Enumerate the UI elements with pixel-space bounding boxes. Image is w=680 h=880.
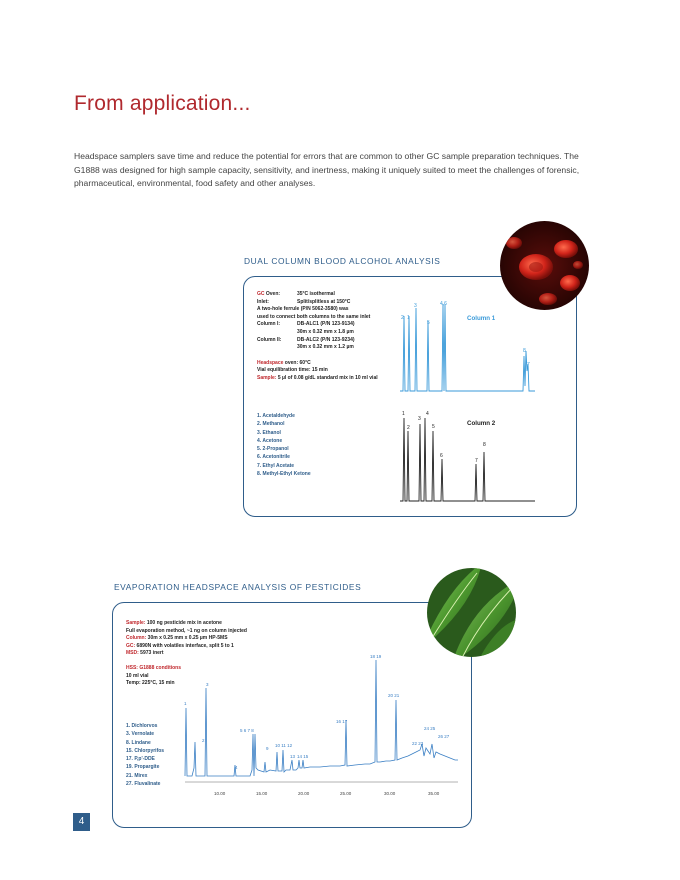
pesticide-chromatogram (180, 650, 465, 802)
peak-label: 5 6 7 8 (240, 728, 254, 733)
list-item: 19. Propargite (126, 764, 160, 771)
peak-label: 22 23 (412, 741, 424, 746)
list-item: 1. Dichlorvos (126, 723, 158, 729)
peak-label: 10 11 12 (275, 743, 293, 748)
list-item: 7. Ethyl Acetate (257, 462, 295, 469)
column1-label: Column I: (257, 321, 281, 328)
compound-list-2 (126, 722, 164, 788)
list-item: 4. Acetone (257, 437, 283, 444)
column2-title: Column 2 (467, 420, 496, 427)
list-item: 3. Vernolate (126, 731, 155, 738)
peak-label: 4 (235, 765, 238, 770)
msd-label: MSD: (126, 650, 139, 657)
section2-title: EVAPORATION HEADSPACE ANALYSIS OF PESTICIDES (114, 582, 362, 592)
peak-label: 7 (527, 362, 530, 368)
peak-label: 14 15 (297, 754, 309, 759)
x-tick-label: 30.00 (384, 791, 396, 796)
vial-note: Vial equilibration time: 15 min (257, 367, 328, 374)
peak-label: 2 (202, 738, 205, 743)
sample-value: 100 ng pesticide mix in acetone (145, 620, 222, 626)
column-label: Column: (126, 635, 147, 642)
headspace-label: Headspace (257, 359, 284, 366)
page-title: From application... (74, 92, 251, 115)
hss-label: HSS: G1888 conditions (126, 664, 182, 671)
spinach-photo (427, 568, 516, 657)
peak-label: 4 (426, 411, 429, 417)
inlet-label: Inlet: (257, 298, 269, 305)
peak-label: 3 (418, 416, 421, 422)
list-item: 17. P,p'-DDE (126, 756, 155, 763)
peak-label: 3 (206, 682, 209, 687)
msd-value: 5973 inert (138, 650, 164, 657)
sample-label: Sample: (126, 620, 146, 626)
hss-vial: 10 ml vial (126, 672, 149, 679)
list-item: 5. 2-Propanol (257, 446, 289, 453)
list-item: 8. Methyl-Ethyl Ketone (257, 471, 311, 478)
x-tick-label: 20.00 (298, 791, 310, 796)
column2-value-1: DB-ALC2 (P/N 123-9234) (297, 336, 355, 343)
sample-value: 5 µl of 0.08 g/dL standard mix in 10 ml vial (276, 374, 378, 381)
peak-label: 3 (414, 303, 417, 309)
x-tick-label: 15.00 (256, 791, 268, 796)
peak-label: 1 (402, 411, 405, 417)
list-item: 8. Lindane (126, 739, 151, 746)
peak-label: 6 (440, 453, 443, 459)
gc-value: 6890N with volatiles interface, split 5 to 1 (135, 642, 234, 649)
pesticide-trace (185, 660, 458, 776)
peak-label: 8 (483, 442, 486, 448)
column1-value-2: 30m x 0.32 mm x 1.8 µm (297, 328, 354, 335)
list-item: 15. Chlorpyrifos (126, 747, 165, 754)
ferrule-note-1: A two-hole ferrule (P/N 5062-3580) was (257, 306, 349, 313)
peak-label: 2 (401, 315, 404, 321)
column-value: 30m x 0.25 mm x 0.25 µm HP-5MS (146, 635, 228, 642)
column2-trace (400, 418, 535, 501)
oven-label: Oven: (264, 291, 281, 297)
oven-value: 35°C isothermal (297, 291, 335, 297)
column2-label: Column II: (257, 336, 282, 343)
page-number: 4 (73, 813, 90, 831)
peak-label: 26 27 (438, 734, 450, 739)
intro-paragraph: Headspace samplers save time and reduce the potential for errors that are common to other GC sample preparation techniques. The G1888 was designed for high sample capacity, sensitivity, and inertness, making it uniquely suited to meet the challenges of forensic, pharmaceutical, environmental, food safety and other analyses. (74, 151, 580, 189)
evaporation-note: Full evaporation method, ~1 ng on column injected (126, 627, 247, 634)
compound-list-1 (257, 412, 311, 478)
inlet-value: Split/splitless at 150°C (297, 298, 351, 305)
hss-temp: Temp: 225°C, 15 min (126, 680, 175, 687)
peak-label: 9 (266, 746, 269, 751)
peak-label: 4,6 (440, 301, 447, 307)
peak-label: 5 (432, 424, 435, 430)
blood-alcohol-chromatogram (395, 296, 545, 506)
list-item: 21. Mirex (126, 772, 148, 779)
column1-title: Column 1 (467, 315, 496, 322)
peak-label: 1 (184, 701, 187, 706)
gc-label: GC (257, 291, 265, 297)
x-tick-label: 10.00 (214, 791, 226, 796)
gc-label: GC: (126, 642, 136, 649)
list-item: 6. Acetonitrile (257, 454, 290, 461)
list-item: 27. Fluvalinate (126, 781, 161, 788)
ferrule-note-2: used to connect both columns to the same inlet (257, 313, 371, 320)
peak-label: 20 21 (388, 693, 400, 698)
list-item: 2. Methanol (257, 421, 285, 428)
peak-label: 5 (427, 320, 430, 326)
headspace-value: oven: 60°C (283, 359, 311, 366)
list-item: 3. Ethanol (257, 429, 281, 436)
peak-label: 8 (523, 348, 526, 354)
peak-label: 16 17 (336, 719, 348, 724)
peak-label: 13 (290, 754, 296, 759)
peak-label: 24 25 (424, 726, 436, 731)
column2-value-2: 30m x 0.32 mm x 1.2 µm (297, 344, 354, 351)
peak-label: 18 19 (370, 654, 382, 659)
x-tick-label: 35.00 (428, 791, 440, 796)
peak-label: 1 (407, 315, 410, 321)
peak-label: 2 (407, 425, 410, 431)
column1-value-1: DB-ALC1 (P/N 123-9134) (297, 321, 355, 328)
section1-title: DUAL COLUMN BLOOD ALCOHOL ANALYSIS (244, 256, 441, 266)
list-item: 1. Acetaldehyde (257, 413, 295, 419)
peak-label: 7 (475, 458, 478, 464)
x-tick-label: 25.00 (340, 791, 352, 796)
sample-label: Sample: (257, 374, 277, 381)
